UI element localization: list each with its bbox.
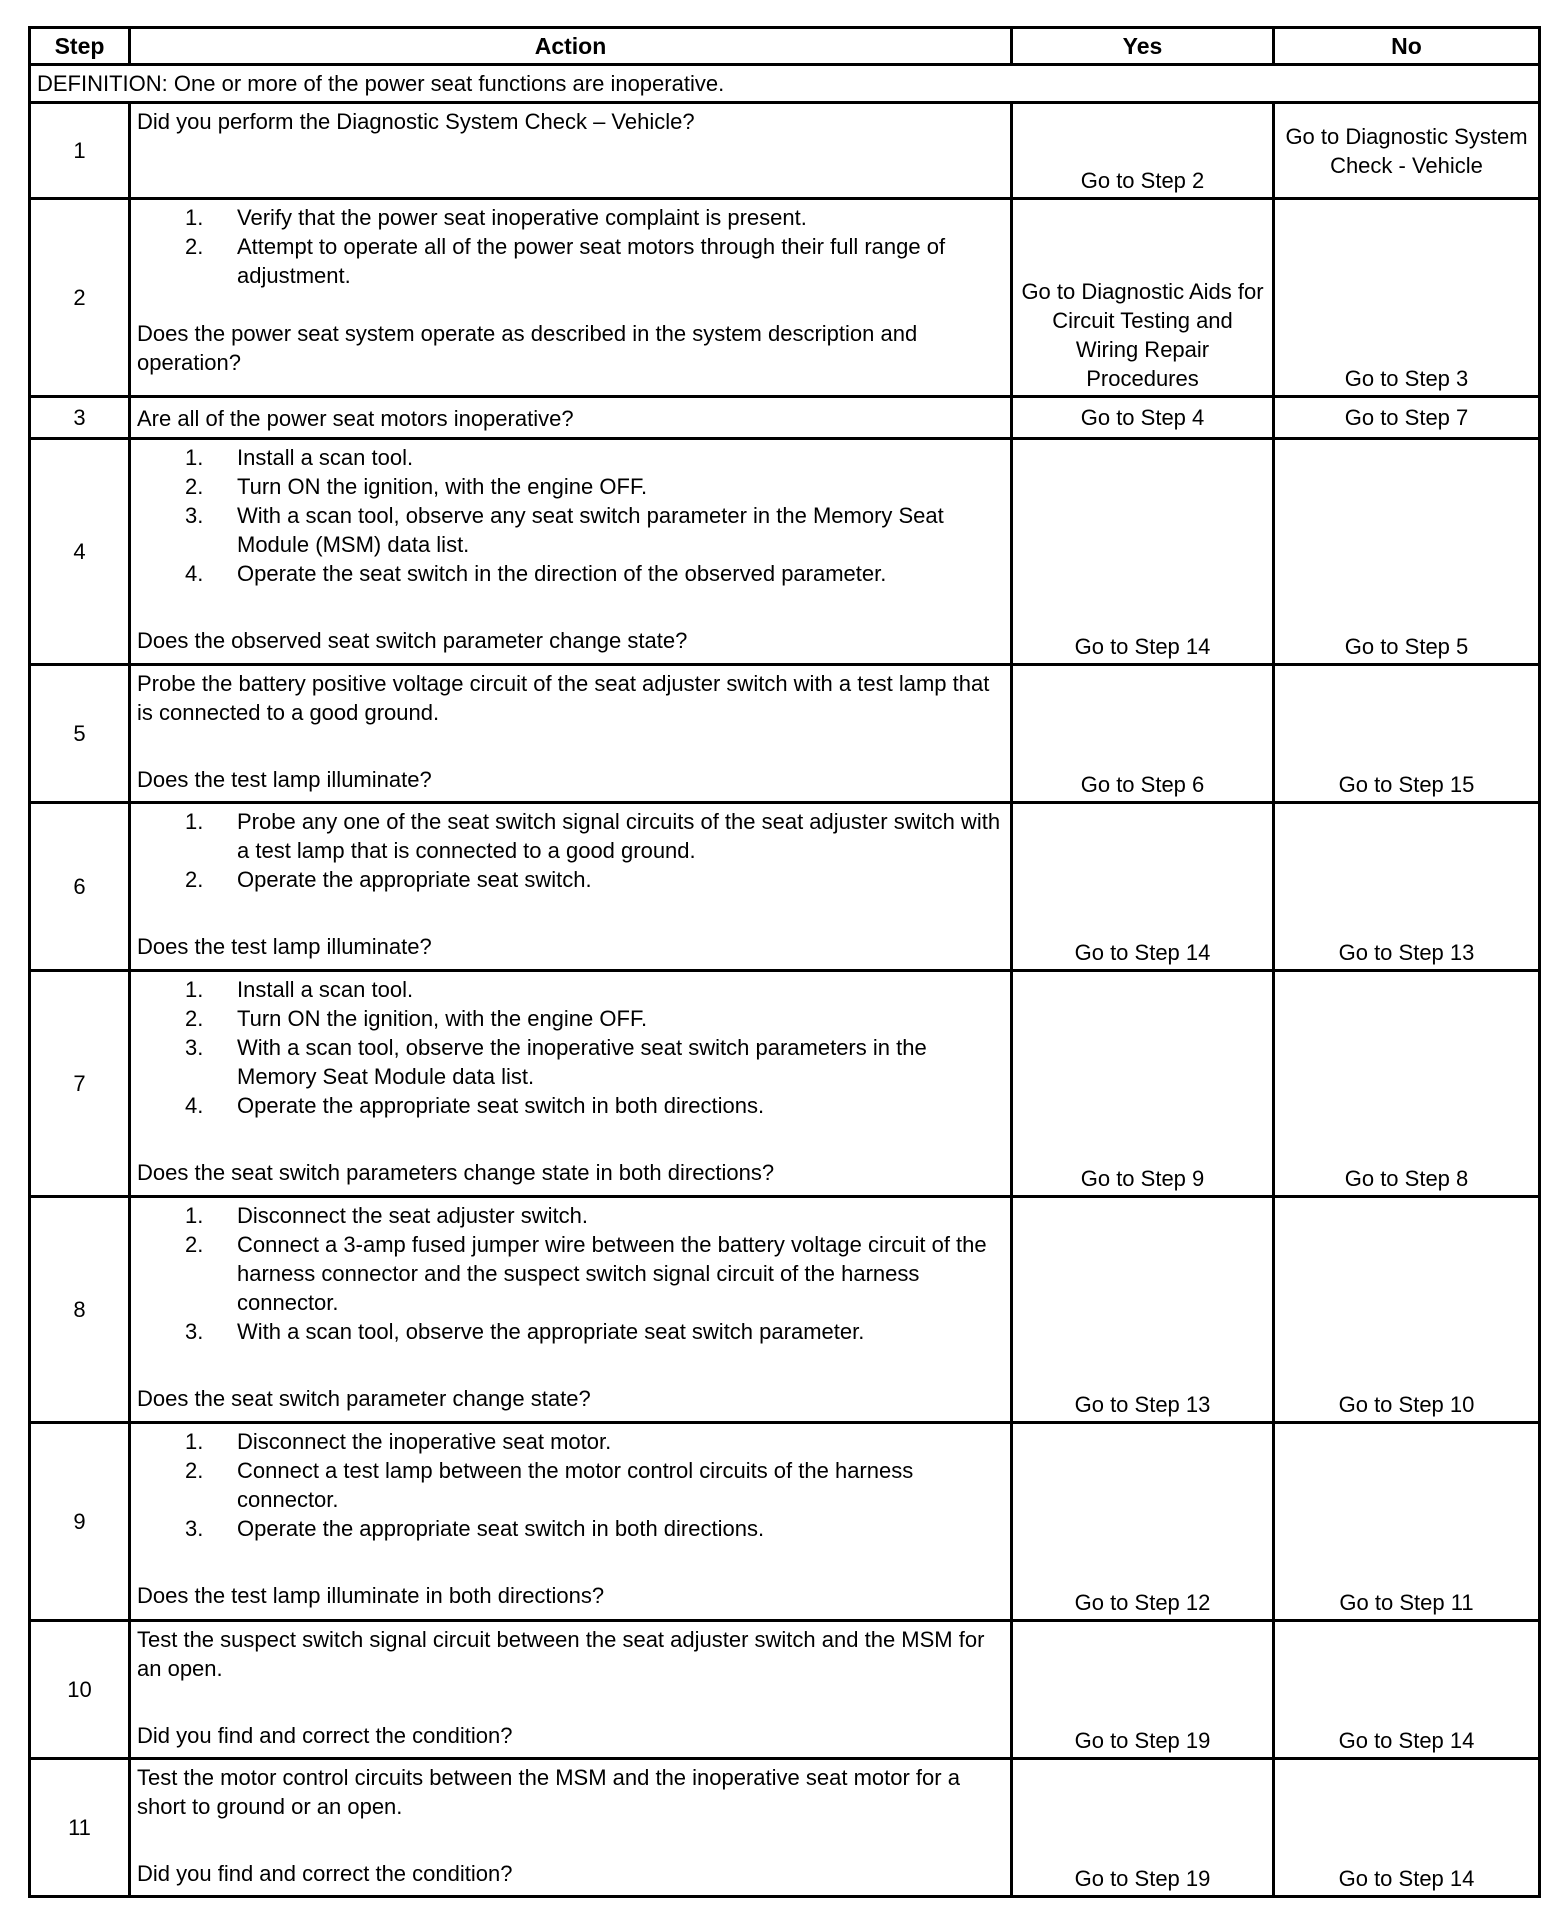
action-cell	[130, 803, 1012, 971]
list-item: 2. Turn ON the ignition, with the engine OFF.	[185, 1006, 648, 1031]
table-row	[30, 103, 1540, 199]
list-item: 2. Turn ON the ignition, with the engine OFF.	[185, 474, 648, 499]
table-row	[30, 971, 1540, 1197]
action-cell	[130, 439, 1012, 665]
list-item-text: Probe any one of the seat switch signal circuits of the seat adjuster switch with a test lamp that is connected to a good ground.	[237, 809, 1001, 863]
list-item: 3. With a scan tool, observe any seat switch parameter in the Memory Seat Module (MSM) data list.	[185, 503, 944, 557]
list-item: 3. Operate the appropriate seat switch in both directions.	[185, 1516, 765, 1541]
step-number: 10	[30, 1621, 130, 1759]
list-item-text: Verify that the power seat inoperative complaint is present.	[237, 205, 807, 230]
list-item: 1. Verify that the power seat inoperative complaint is present.	[185, 205, 807, 230]
question-text: Did you find and correct the condition?	[137, 1861, 513, 1886]
diagnostic-table	[28, 26, 1541, 1898]
action-cell	[130, 103, 1012, 199]
table-row	[30, 665, 1540, 803]
action-cell	[130, 1423, 1012, 1621]
step-number: 9	[30, 1423, 130, 1621]
list-item-text: With a scan tool, observe any seat switch parameter in the Memory Seat Module (MSM) data list.	[237, 503, 944, 557]
table-row	[30, 1423, 1540, 1621]
step-number: 1	[30, 103, 130, 199]
list-item-text: Disconnect the seat adjuster switch.	[237, 1203, 588, 1228]
yes-cell: Go to Step 13	[1012, 1197, 1274, 1423]
header-row	[30, 28, 1540, 65]
list-item-text: Turn ON the ignition, with the engine OFF.	[237, 474, 648, 499]
no-cell: Go to Step 3	[1274, 199, 1540, 397]
action-cell	[130, 397, 1012, 439]
step-number: 5	[30, 665, 130, 803]
yes-cell: Go to Step 19	[1012, 1759, 1274, 1897]
action-text: Probe the battery positive voltage circuit of the seat adjuster switch with a test lamp that is connected to a good ground.	[137, 671, 990, 725]
question-text: Does the power seat system operate as described in the system description and operation?	[137, 321, 918, 375]
definition-row	[30, 65, 1540, 103]
step-number: 11	[30, 1759, 130, 1897]
list-item: 4. Operate the appropriate seat switch in both directions.	[185, 1093, 765, 1118]
header-step: Step	[30, 28, 130, 65]
table-row	[30, 1197, 1540, 1423]
action-steps	[137, 807, 1004, 894]
no-cell: Go to Step 10	[1274, 1197, 1540, 1423]
question-text: Does the test lamp illuminate?	[137, 934, 432, 959]
list-item: 1. Install a scan tool.	[185, 445, 414, 470]
action-text: Test the suspect switch signal circuit between the seat adjuster switch and the MSM for an open.	[137, 1627, 985, 1681]
yes-cell: Go to Step 9	[1012, 971, 1274, 1197]
list-item-text: Attempt to operate all of the power seat motors through their full range of adjustment.	[237, 234, 946, 288]
step-number: 4	[30, 439, 130, 665]
action-steps	[137, 1201, 1004, 1346]
step-number: 7	[30, 971, 130, 1197]
list-item: 3. With a scan tool, observe the inoperative seat switch parameters in the Memory Seat Module data list.	[185, 1035, 927, 1089]
yes-cell: Go to Step 6	[1012, 665, 1274, 803]
action-steps	[137, 975, 1004, 1120]
action-text: Test the motor control circuits between the MSM and the inoperative seat motor for a short to ground or an open.	[137, 1765, 960, 1819]
no-cell: Go to Step 14	[1274, 1621, 1540, 1759]
list-item-text: Turn ON the ignition, with the engine OFF.	[237, 1006, 648, 1031]
table-row	[30, 397, 1540, 439]
list-item-text: Disconnect the inoperative seat motor.	[237, 1429, 612, 1454]
list-item-text: Operate the seat switch in the direction of the observed parameter.	[237, 561, 887, 586]
no-cell: Go to Step 11	[1274, 1423, 1540, 1621]
header-action: Action	[130, 28, 1012, 65]
yes-cell: Go to Step 14	[1012, 803, 1274, 971]
list-item-text: Connect a test lamp between the motor control circuits of the harness connector.	[237, 1458, 914, 1512]
question-text: Does the test lamp illuminate?	[137, 767, 432, 792]
list-item: 1. Disconnect the inoperative seat motor.	[185, 1429, 612, 1454]
action-steps	[137, 443, 1004, 588]
list-item: 2. Operate the appropriate seat switch.	[185, 867, 592, 892]
step-number: 6	[30, 803, 130, 971]
list-item-text: With a scan tool, observe the appropriate seat switch parameter.	[237, 1319, 865, 1344]
no-cell: Go to Step 13	[1274, 803, 1540, 971]
list-item: 2. Attempt to operate all of the power seat motors through their full range of adjustment.	[185, 234, 946, 288]
step-number: 3	[30, 397, 130, 439]
diagnostic-table-container	[28, 26, 1538, 1898]
question-text: Did you perform the Diagnostic System Check – Vehicle?	[137, 109, 695, 134]
question-text: Did you find and correct the condition?	[137, 1723, 513, 1748]
no-cell: Go to Step 5	[1274, 439, 1540, 665]
action-cell	[130, 199, 1012, 397]
no-cell: Go to Step 15	[1274, 665, 1540, 803]
header-no: No	[1274, 28, 1540, 65]
no-cell: Go to Step 7	[1274, 397, 1540, 439]
table-row	[30, 1621, 1540, 1759]
list-item: 1. Disconnect the seat adjuster switch.	[185, 1203, 588, 1228]
yes-cell: Go to Diagnostic Aids for Circuit Testing and Wiring Repair Procedures	[1012, 199, 1274, 397]
list-item: 4. Operate the seat switch in the direction of the observed parameter.	[185, 561, 887, 586]
yes-cell: Go to Step 12	[1012, 1423, 1274, 1621]
no-cell: Go to Step 14	[1274, 1759, 1540, 1897]
list-item-text: Install a scan tool.	[237, 445, 414, 470]
action-cell	[130, 1197, 1012, 1423]
yes-cell: Go to Step 4	[1012, 397, 1274, 439]
table-row	[30, 1759, 1540, 1897]
yes-cell: Go to Step 14	[1012, 439, 1274, 665]
no-cell: Go to Diagnostic System Check - Vehicle	[1274, 103, 1540, 199]
list-item: 2. Connect a test lamp between the motor control circuits of the harness connector.	[185, 1458, 914, 1512]
table-row	[30, 803, 1540, 971]
action-cell	[130, 1759, 1012, 1897]
list-item-text: Operate the appropriate seat switch.	[237, 867, 592, 892]
step-number: 8	[30, 1197, 130, 1423]
table-row	[30, 199, 1540, 397]
list-item: 1. Probe any one of the seat switch signal circuits of the seat adjuster switch with a test lamp that is connected to a good ground.	[185, 809, 1001, 863]
list-item-text: Install a scan tool.	[237, 977, 414, 1002]
table-row	[30, 439, 1540, 665]
action-cell	[130, 1621, 1012, 1759]
question-text: Does the observed seat switch parameter change state?	[137, 628, 688, 653]
step-number: 2	[30, 199, 130, 397]
question-text: Does the seat switch parameters change state in both directions?	[137, 1160, 775, 1185]
definition-text: DEFINITION: One or more of the power seat functions are inoperative.	[30, 65, 1540, 103]
action-steps	[137, 203, 1004, 290]
question-text: Are all of the power seat motors inoperative?	[137, 405, 574, 431]
action-cell	[130, 665, 1012, 803]
list-item: 1. Install a scan tool.	[185, 977, 414, 1002]
list-item-text: Operate the appropriate seat switch in both directions.	[237, 1093, 765, 1118]
action-cell	[130, 971, 1012, 1197]
question-text: Does the seat switch parameter change state?	[137, 1386, 591, 1411]
list-item-text: With a scan tool, observe the inoperative seat switch parameters in the Memory Seat Module data list.	[237, 1035, 927, 1089]
yes-cell: Go to Step 19	[1012, 1621, 1274, 1759]
list-item-text: Connect a 3-amp fused jumper wire between the battery voltage circuit of the harness connector and the suspect switch signal circuit of the harness connector.	[237, 1232, 987, 1315]
yes-cell: Go to Step 2	[1012, 103, 1274, 199]
list-item-text: Operate the appropriate seat switch in both directions.	[237, 1516, 765, 1541]
header-yes: Yes	[1012, 28, 1274, 65]
question-text: Does the test lamp illuminate in both directions?	[137, 1583, 605, 1608]
no-cell: Go to Step 8	[1274, 971, 1540, 1197]
action-steps	[137, 1427, 1004, 1543]
list-item: 3. With a scan tool, observe the appropriate seat switch parameter.	[185, 1319, 865, 1344]
list-item: 2. Connect a 3-amp fused jumper wire between the battery voltage circuit of the harness connector and the suspect switch signal circuit of the harness connector.	[185, 1232, 987, 1315]
